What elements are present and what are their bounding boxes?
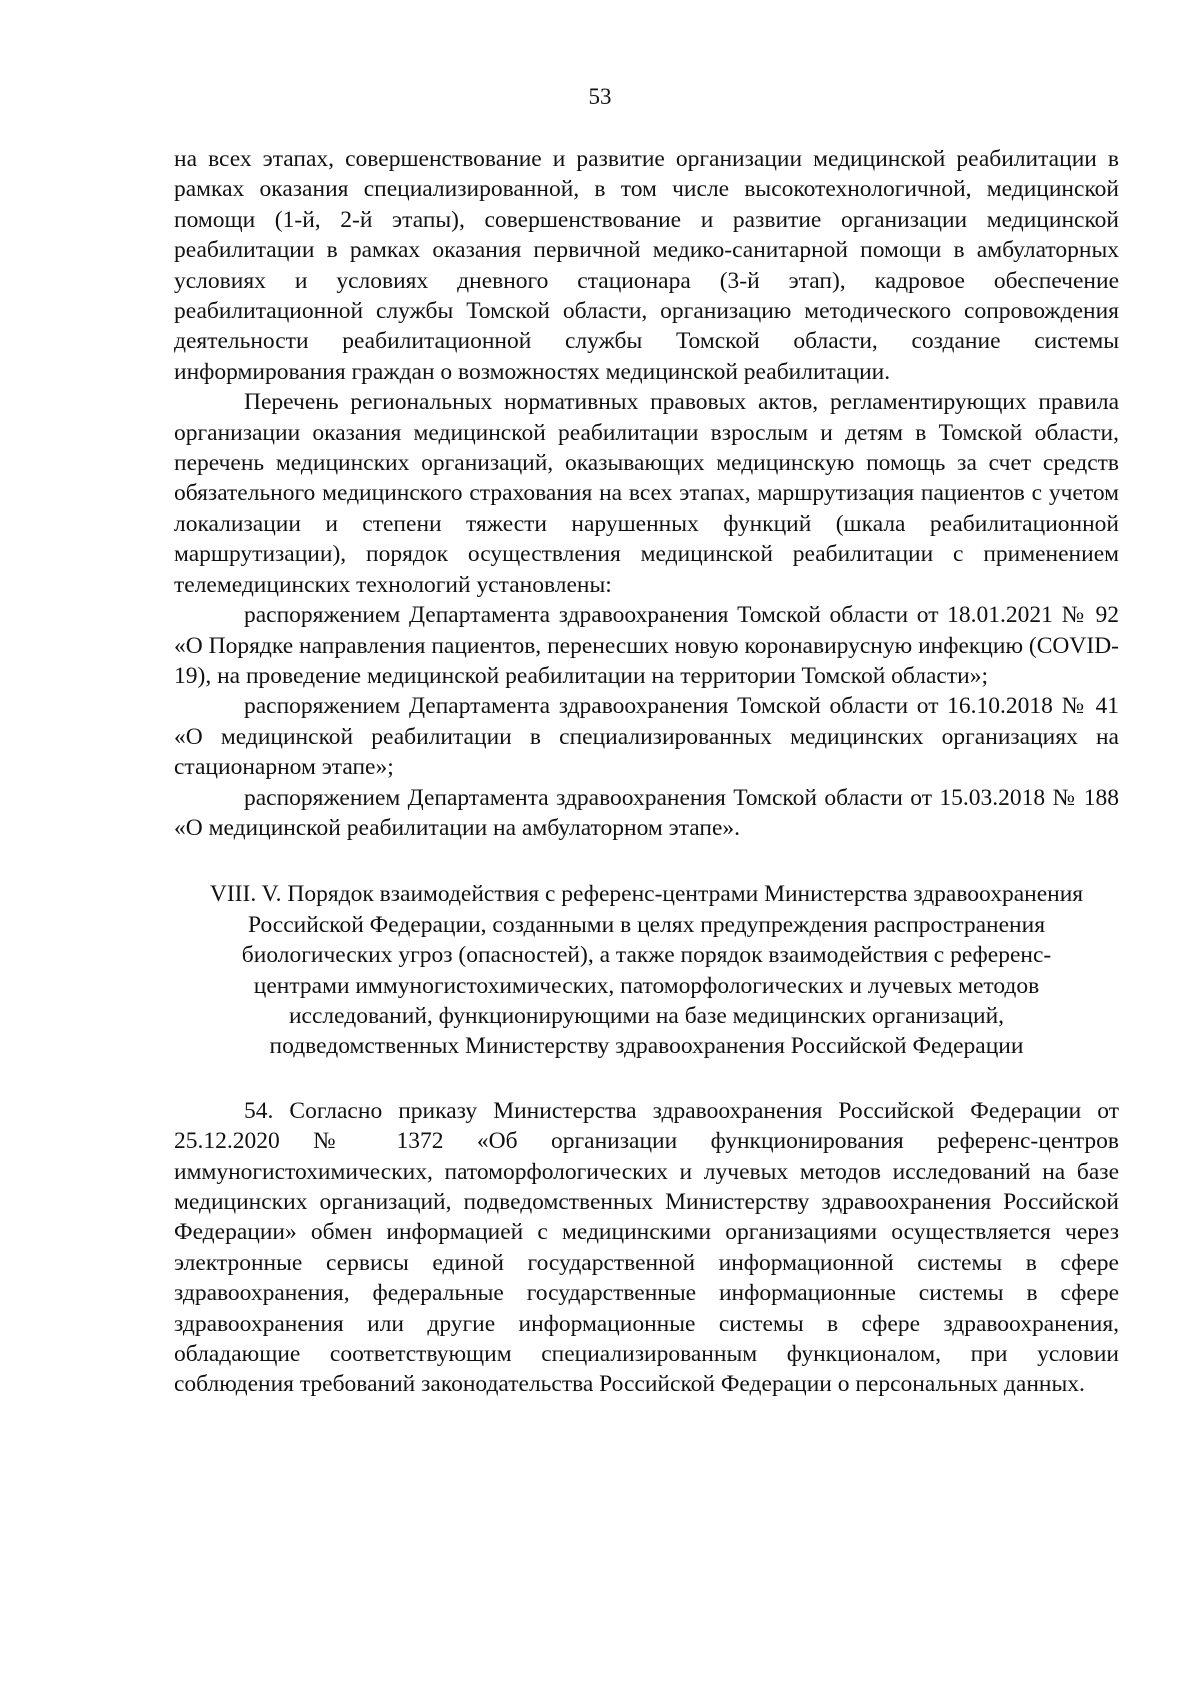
paragraph-order-188: распоряжением Департамента здравоохранения Томской области от 15.03.2018 № 188 «О медицинской реабилитации на амбулаторном этапе». bbox=[174, 784, 1119, 841]
paragraph-54: 54. Согласно приказу Министерства здравоохранения Российской Федерации от 25.12.2020 № 1372 «Об организации функционирования референс-центров иммуногистохимических, патоморфологических и лучевых методов исследований на базе медицинских организаций, подведомственных Министерству здравоохранения Российской Федерации» обмен информацией с медицинскими организациями осуществляется через электронные сервисы единой государственной информационной системы в сфере здравоохранения, федеральные государственные информационные системы в сфере здравоохранения или другие информационные системы в сфере здравоохранения, обладающие соответствующим специализированным функционалом, при условии соблюдения требований законодательства Российской Федерации о персональных данных. bbox=[174, 1097, 1119, 1398]
page-content bbox=[174, 144, 1119, 1400]
paragraph-order-92: распоряжением Департамента здравоохранения Томской области от 18.01.2021 № 92 «О Порядке направления пациентов, перенесших новую коронавирусную инфекцию (COVID-19), на проведение медицинской реабилитации на территории Томской области»; bbox=[174, 602, 1119, 689]
paragraph-rehab-organization: на всех этапах, совершенствование и развитие организации медицинской реабилитации в рамках оказания специализированной, в том числе высокотехнологичной, медицинской помощи (1-й, 2-й этапы), совершенствование и развитие организации медицинской реабилитации в рамках оказания первичной медико-санитарной помощи в амбулаторных условиях и условиях дневного стационара (3-й этап), кадровое обеспечение реабилитационной службы Томской области, организацию методического сопровождения деятельности реабилитационной службы Томской области, создание системы информирования граждан о возможностях медицинской реабилитации. bbox=[174, 146, 1119, 385]
paragraph-regional-acts: Перечень региональных нормативных правовых актов, регламентирующих правила организации оказания медицинской реабилитации взрослым и детям в Томской области, перечень медицинских организаций, оказывающих медицинскую помощь за счет средств обязательного медицинского страхования на всех этапах, маршрутизация пациентов с учетом локализации и степени тяжести нарушенных функций (шкала реабилитационной маршрутизации), порядок осуществления медицинской реабилитации с применением телемедицинских технологий установлены: bbox=[174, 389, 1119, 598]
paragraph-order-41: распоряжением Департамента здравоохранения Томской области от 16.10.2018 № 41 «О медицинской реабилитации в специализированных медицинских организациях на стационарном этапе»; bbox=[174, 693, 1119, 781]
page-number: 53 bbox=[588, 84, 612, 109]
section-heading: VIII. V. Порядок взаимодействия с референс-центрами Министерства здравоохранения Российской Федерации, созданными в целях предупреждения распространения биологических угроз (опасностей), а также порядок взаимодействия с референс-центрами иммуногистохимических, патоморфологических и лучевых методов исследований, функционирующими на базе медицинских организаций, подведомственных Министерству здравоохранения Российской Федерации bbox=[209, 881, 1084, 1060]
